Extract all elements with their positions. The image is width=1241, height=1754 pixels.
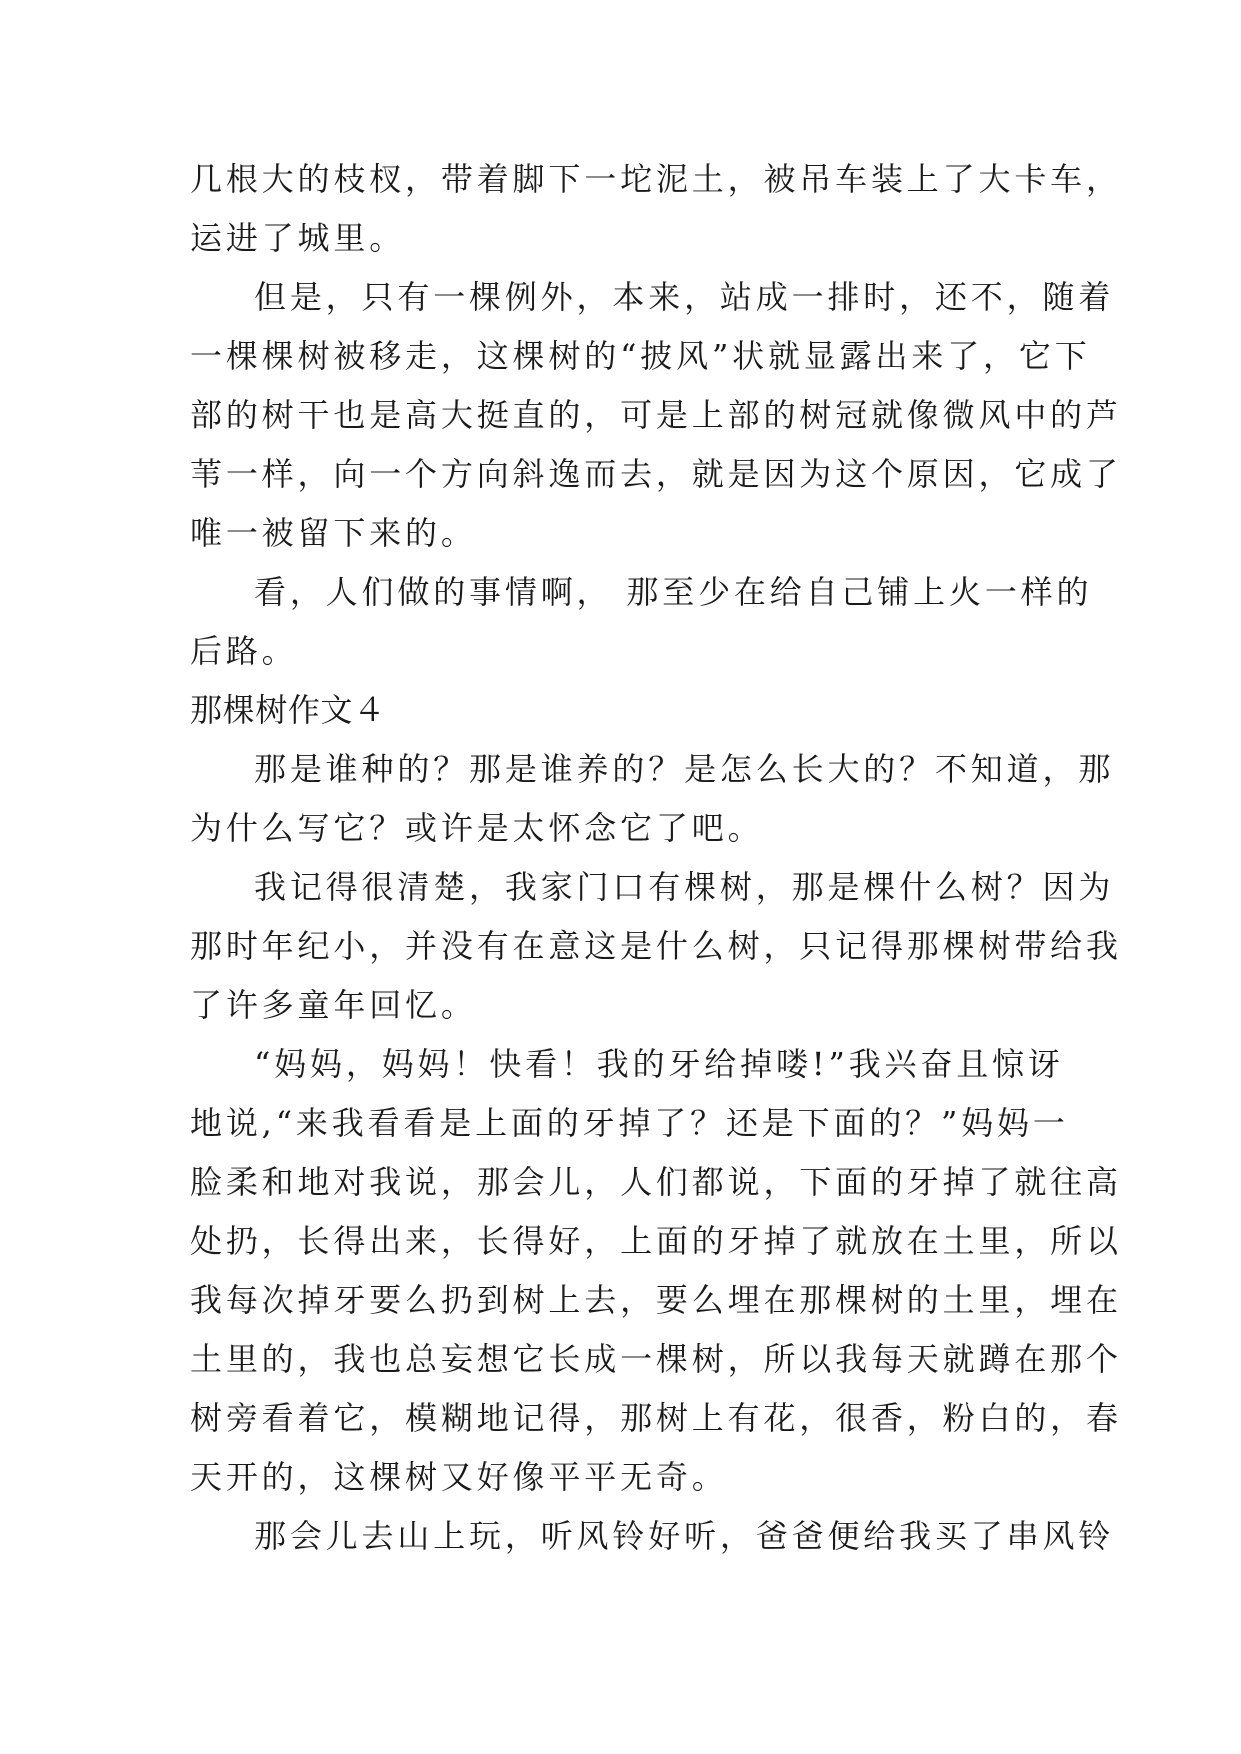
text-line: 一棵棵树被移走，这棵树的“披风”状就显露出来了，它下 bbox=[190, 337, 1091, 375]
text-line: 后路。 bbox=[190, 632, 298, 670]
text-line: 土里的，我也总妄想它长成一棵树，所以我每天就蹲在那个 bbox=[190, 1340, 1122, 1378]
paragraph-first-line: 那会儿去山上玩，听风铃好听，爸爸便给我买了串风铃 bbox=[254, 1517, 1115, 1555]
text-line: 处扔，长得出来，长得好，上面的牙掉了就放在土里，所以 bbox=[190, 1222, 1122, 1260]
text-line: 几根大的枝杈，带着脚下一坨泥土，被吊车装上了大卡车， bbox=[190, 160, 1122, 198]
text-line: 我每次掉牙要么扔到树上去，要么埋在那棵树的土里，埋在 bbox=[190, 1281, 1122, 1319]
text-line: 树旁看着它，模糊地记得，那树上有花，很香，粉白的，春 bbox=[190, 1399, 1122, 1437]
paragraph-first-line: 看，人们做的事情啊， 那至少在给自己铺上火一样的 bbox=[254, 573, 1093, 611]
text-line: 脸柔和地对我说，那会儿，人们都说，下面的牙掉了就往高 bbox=[190, 1163, 1122, 1201]
text-line: 部的树干也是高大挺直的，可是上部的树冠就像微风中的芦 bbox=[190, 396, 1122, 434]
text-line: 运进了城里。 bbox=[190, 219, 406, 257]
section-heading: 那棵树作文４ bbox=[190, 691, 386, 729]
text-line: 为什么写它？或许是太怀念它了吧。 bbox=[190, 809, 764, 847]
text-line: 那时年纪小，并没有在意这是什么树，只记得那棵树带给我 bbox=[190, 927, 1122, 965]
paragraph-first-line: 我记得很清楚，我家门口有棵树，那是棵什么树？因为 bbox=[254, 868, 1115, 906]
text-line: 唯一被留下来的。 bbox=[190, 514, 477, 552]
paragraph-first-line: 但是，只有一棵例外，本来，站成一排时，还不，随着 bbox=[254, 278, 1115, 316]
text-line: 天开的，这棵树又好像平平无奇。 bbox=[190, 1458, 728, 1496]
text-line: 苇一样，向一个方向斜逸而去，就是因为这个原因，它成了 bbox=[190, 455, 1122, 493]
text-line: 了许多童年回忆。 bbox=[190, 986, 477, 1024]
paragraph-first-line: “妈妈，妈妈！快看！我的牙给掉喽!”我兴奋且惊讶 bbox=[254, 1045, 1064, 1083]
paragraph-first-line: 那是谁种的？那是谁养的？是怎么长大的？不知道，那 bbox=[254, 750, 1115, 788]
text-line: 地说,“来我看看是上面的牙掉了？还是下面的？”妈妈一 bbox=[190, 1104, 1069, 1142]
